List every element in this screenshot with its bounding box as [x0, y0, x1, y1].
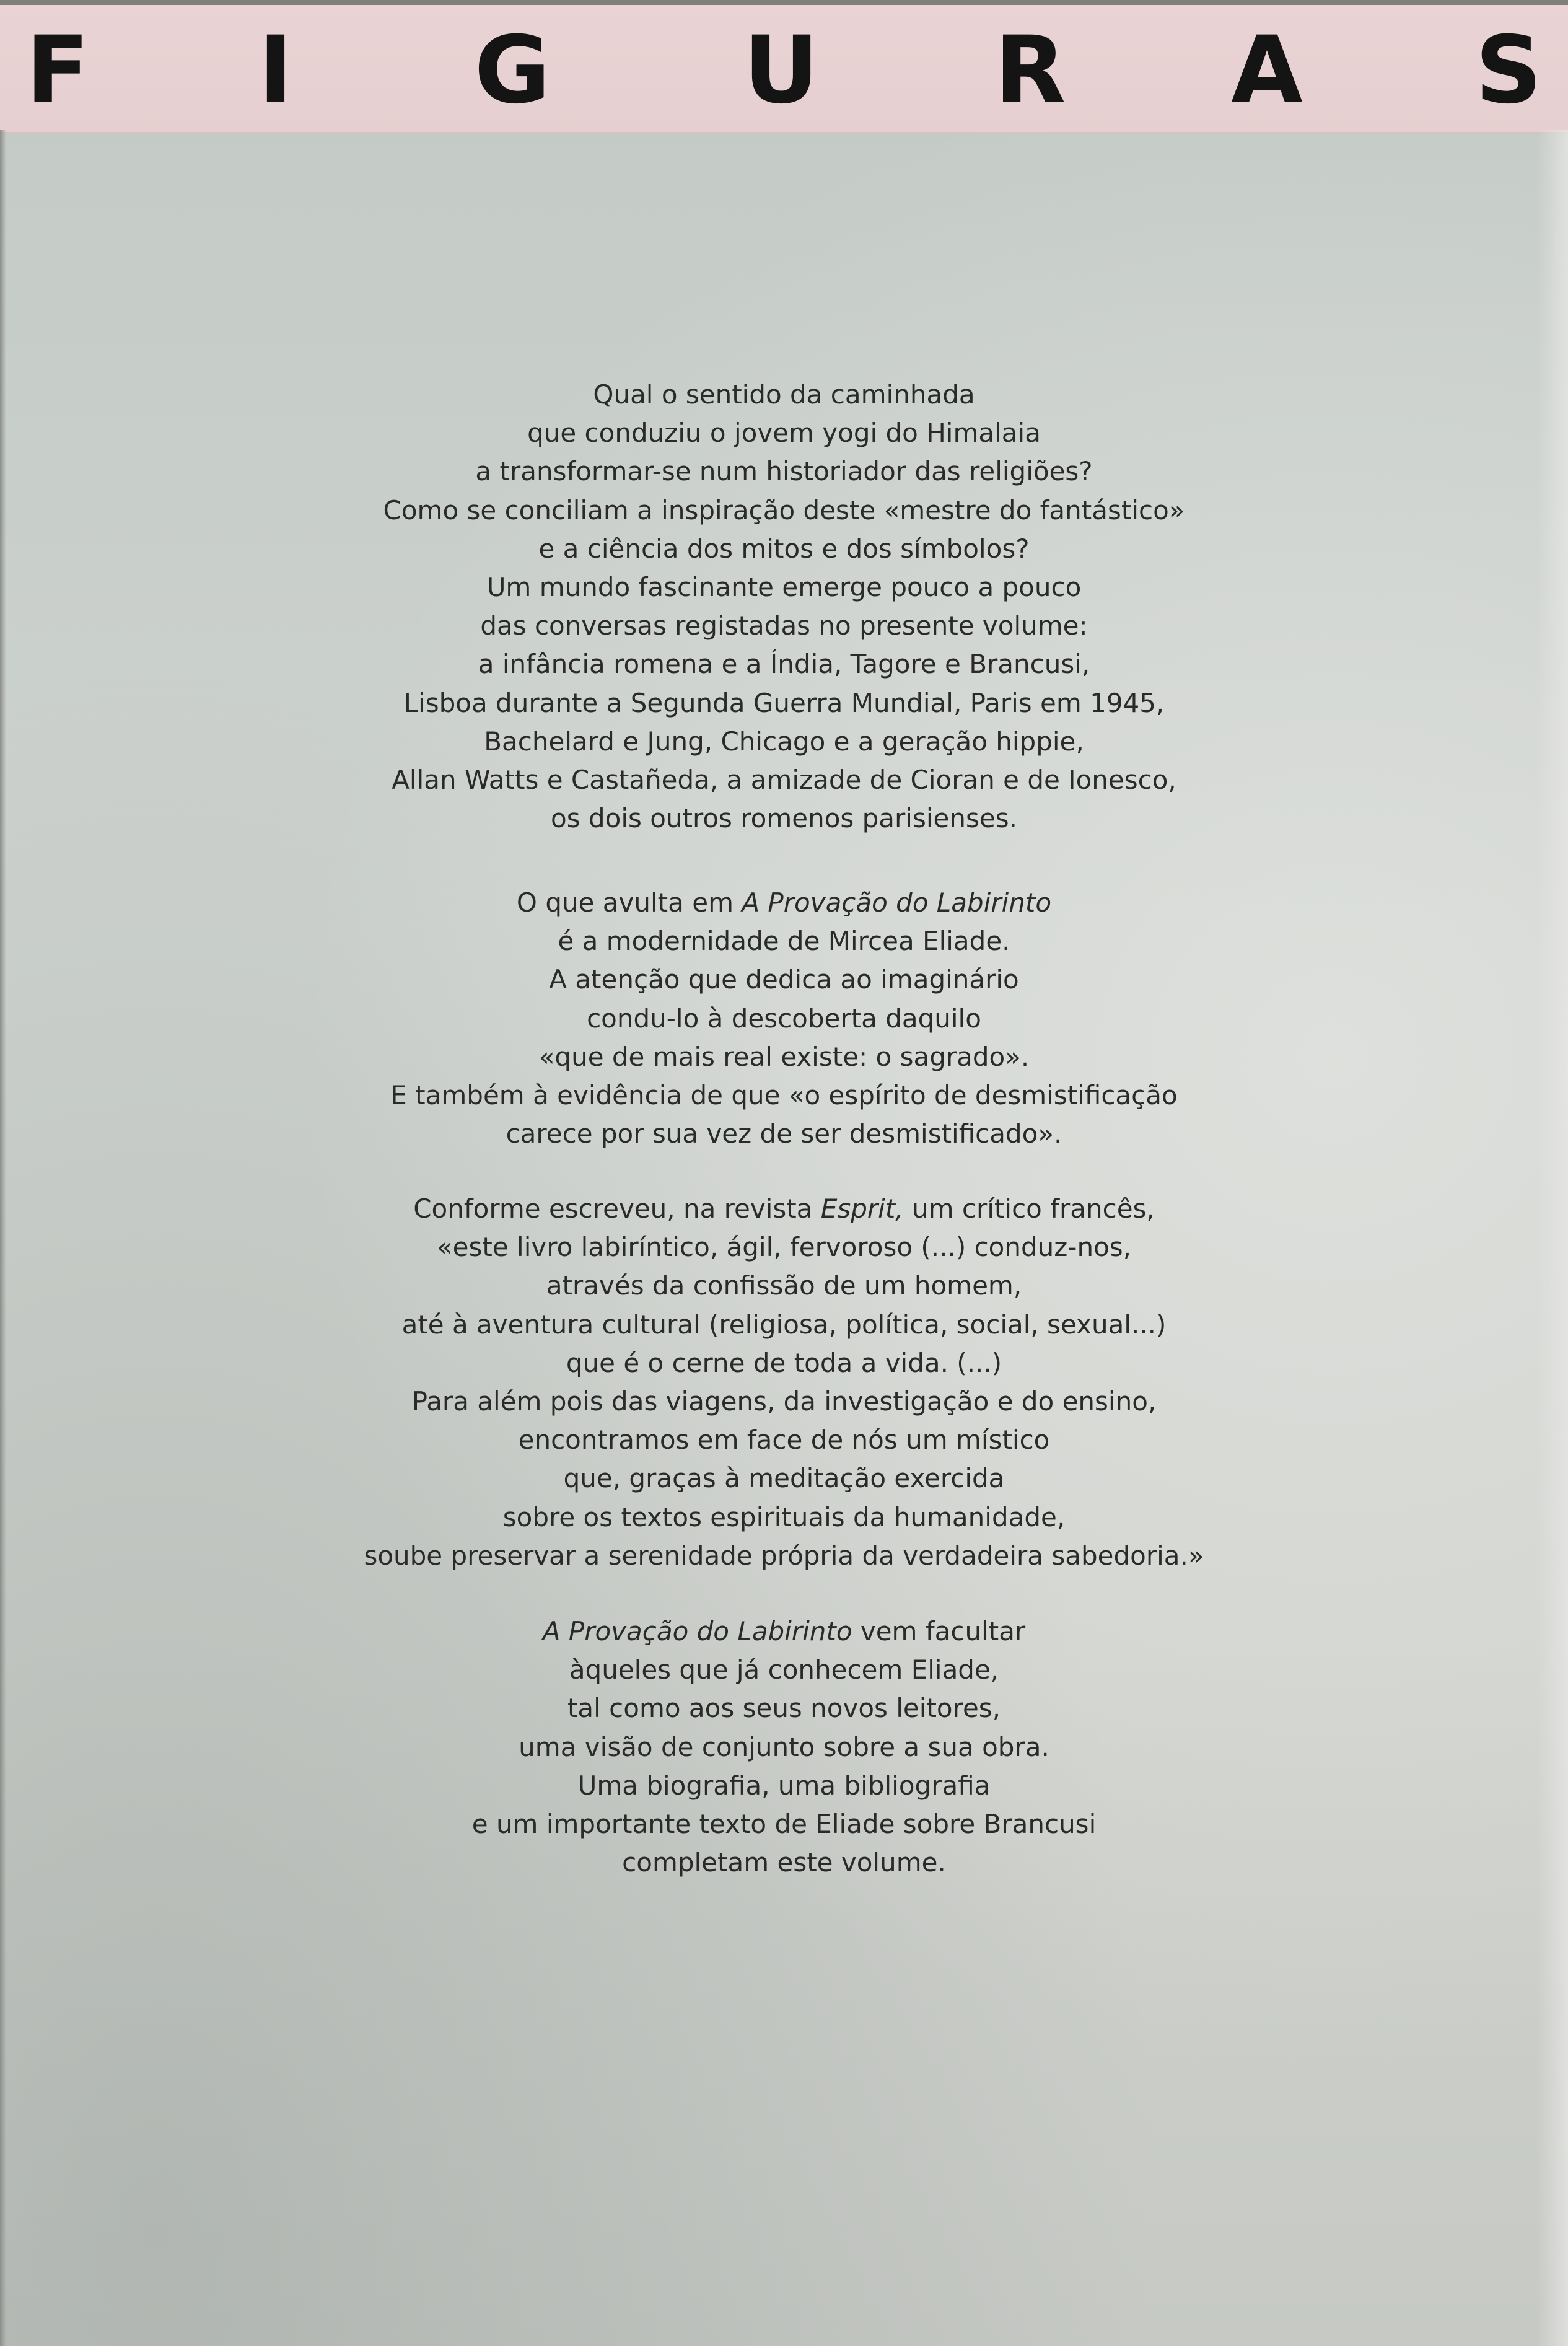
- series-title: [0, 5, 1568, 132]
- blurb-line: através da confissão de um homem,: [546, 1270, 1022, 1301]
- blurb-line: «este livro labiríntico, ágil, fervoroso (...) conduz-nos,: [436, 1232, 1132, 1263]
- series-title-letter: U: [743, 17, 819, 125]
- blurb-line: Qual o sentido da caminhada: [593, 379, 975, 410]
- blurb-paragraph-2: [186, 884, 1382, 1153]
- blurb-text: vem facultar: [852, 1616, 1026, 1646]
- series-title-letter: R: [994, 17, 1066, 125]
- blurb-line: das conversas registadas no presente volume:: [480, 610, 1088, 641]
- blurb-line: e a ciência dos mitos e dos símbolos?: [538, 533, 1030, 564]
- series-title-letter: A: [1230, 17, 1303, 125]
- blurb-line: que, graças à meditação exercida: [563, 1463, 1005, 1494]
- blurb-line: encontramos em face de nós um místico: [518, 1425, 1050, 1456]
- blurb-line: a transformar-se num historiador das religiões?: [475, 456, 1093, 487]
- book-title-italic: A Provação do Labirinto: [542, 1616, 852, 1646]
- blurb-line: é a modernidade de Mircea Eliade.: [558, 926, 1010, 957]
- series-title-letter: S: [1474, 17, 1543, 125]
- blurb-text: um crítico francês,: [903, 1193, 1155, 1224]
- blurb-paragraph-4: [186, 1612, 1382, 1882]
- blurb-line: que conduziu o jovem yogi do Himalaia: [527, 418, 1041, 449]
- blurb-line: a infância romena e a Índia, Tagore e Brancusi,: [478, 649, 1090, 680]
- blurb-line: os dois outros romenos parisienses.: [551, 803, 1017, 834]
- magazine-title-italic: Esprit,: [820, 1193, 904, 1224]
- blurb-line: àqueles que já conhecem Eliade,: [569, 1654, 999, 1685]
- left-edge-shadow: [0, 130, 6, 2346]
- blurb-line: Bachelard e Jung, Chicago e a geração hippie,: [484, 726, 1084, 757]
- blurb-line: e um importante texto de Eliade sobre Brancusi: [471, 1809, 1097, 1840]
- blurb-line: carece por sua vez de ser desmistificado».: [506, 1118, 1062, 1149]
- blurb-line: Um mundo fascinante emerge pouco a pouco: [486, 572, 1082, 603]
- blurb-line: Uma biografia, uma bibliografia: [577, 1770, 991, 1801]
- series-title-letter: G: [474, 17, 551, 125]
- blurb-line: [186, 884, 1382, 922]
- blurb-line: [186, 1612, 1382, 1651]
- blurb-line: E também à evidência de que «o espírito de desmistificação: [390, 1080, 1178, 1111]
- blurb-line: Para além pois das viagens, da investigação e do ensino,: [411, 1386, 1157, 1417]
- book-title-italic: A Provação do Labirinto: [742, 887, 1052, 918]
- series-title-band: [0, 5, 1568, 134]
- blurb-text: O que avulta em: [516, 887, 742, 918]
- blurb-line: tal como aos seus novos leitores,: [567, 1693, 1001, 1724]
- blurb-line: completam este volume.: [622, 1847, 946, 1878]
- blurb-line: Allan Watts e Castañeda, a amizade de Cioran e de Ionesco,: [392, 765, 1176, 796]
- series-title-letter: F: [25, 17, 90, 125]
- blurb-line: soube preservar a serenidade própria da verdadeira sabedoria.»: [364, 1540, 1204, 1571]
- blurb-line: que é o cerne de toda a vida. (...): [566, 1347, 1002, 1378]
- blurb-line: Lisboa durante a Segunda Guerra Mundial, Paris em 1945,: [403, 687, 1165, 718]
- blurb-line: sobre os textos espirituais da humanidade,: [502, 1501, 1066, 1532]
- blurb-line: «que de mais real existe: o sagrado».: [538, 1041, 1030, 1072]
- blurb-line: [186, 1190, 1382, 1228]
- blurb-paragraph-3: [186, 1190, 1382, 1575]
- blurb-line: condu-lo à descoberta daquilo: [587, 1003, 981, 1034]
- right-edge-highlight: [1537, 130, 1568, 2346]
- top-edge: [0, 0, 1568, 5]
- blurb-line: uma visão de conjunto sobre a sua obra.: [519, 1731, 1049, 1762]
- blurb-text: Conforme escreveu, na revista: [413, 1193, 821, 1224]
- blurb-line: Como se conciliam a inspiração deste «mestre do fantástico»: [383, 494, 1185, 525]
- blurb-line: A atenção que dedica ao imaginário: [549, 964, 1019, 995]
- blurb-paragraph-1: [186, 376, 1382, 838]
- blurb-line: até à aventura cultural (religiosa, política, social, sexual...): [401, 1309, 1167, 1340]
- series-title-letter: I: [258, 17, 293, 125]
